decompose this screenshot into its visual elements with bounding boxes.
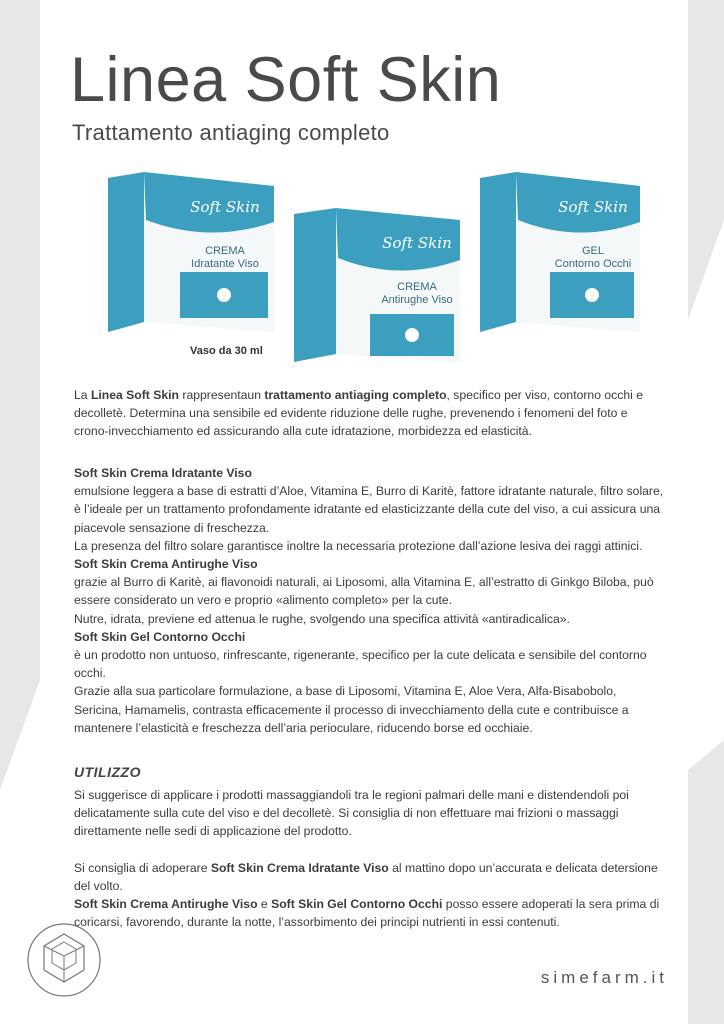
box-line2: Antirughe Viso <box>381 294 453 306</box>
usage-heading: UTILIZZO <box>74 764 141 780</box>
box-line2: Contorno Occhi <box>554 258 632 270</box>
box-brand: Soft Skin <box>558 198 628 216</box>
product-text: è un prodotto non untuoso, rinfrescante, rigenerante, specifico per la cute delicata e sensibile del contorno occhi. <box>74 648 647 681</box>
website-label: simefarm.it <box>540 968 668 987</box>
product-box-crema-idratante <box>106 172 276 342</box>
product-text: Nutre, idrata, previene ed attenua le rughe, svolgendo una specifica attività «antiradicalica». <box>74 611 570 626</box>
product-text: grazie al Burro di Karitè, ai flavonoidi naturali, ai Liposomi, alla Vitamina E, all’estratto di Ginkgo Biloba, può essere considerato un vero e proprio «alimento completo» per la cute. <box>74 575 654 608</box>
product-name: Soft Skin Crema Idratante Viso <box>74 466 252 480</box>
usage-text: Si suggerisce di applicare i prodotti massaggiandoli tra le regioni palmari delle mani e distendendoli poi delicatamente sulla cute del viso e del decolletè. Si consiglia di non effettuare mai frizioni o massaggi direttamente nelle sedi di applicazione del prodotto. <box>74 788 629 839</box>
page-subtitle: Trattamento antiaging completo <box>72 120 390 145</box>
left-decor-band <box>0 0 40 1024</box>
page-title: Linea Soft Skin <box>70 45 502 115</box>
product-box-gel-contorno <box>478 172 648 342</box>
box-line1: GEL <box>581 245 604 257</box>
box-brand: Soft Skin <box>190 198 260 216</box>
product-text: Grazie alla sua particolare formulazione, a base di Liposomi, Vitamina E, Aloe Vera, Alfa-Bisabobolo, Sericina, Hamamelis, contrasta efficacemente il processo di invecchiamento della cute e contribuisce a mantenere l’elasticità e freschezza dell’aria perioculare, riducendo borse ed occhiaie. <box>74 684 629 735</box>
product-box-crema-antirughe <box>292 208 462 368</box>
products-description <box>74 464 664 737</box>
box-line2: Idratante Viso <box>191 258 259 270</box>
box-brand: Soft Skin <box>382 234 452 252</box>
simefarm-logo-icon <box>26 922 102 1003</box>
right-decor-band <box>688 0 724 1024</box>
product-text: La presenza del filtro solare garantisce inoltre la necessaria protezione dall’azione lesiva dei raggi attinici. <box>74 538 643 553</box>
product-text: emulsione leggera a base di estratti d’Aloe, Vitamina E, Burro di Karitè, fattore idratante naturale, filtro solare, è l’ideale per un trattamento profondamente idratante ed elasticizzante della cute del viso, a cui assicura una piacevole sensazione di freschezza. <box>74 484 664 535</box>
box-line1: CREMA <box>205 245 245 257</box>
box-line1: CREMA <box>397 281 437 293</box>
usage-section: Si suggerisce di applicare i prodotti massaggiandoli tra le regioni palmari delle mani e distendendoli poi delicatamente sulla cute del viso e del decolletè. Si consiglia di non effettuare mai frizioni o massaggi direttamente nelle sedi di applicazione del prodotto. Si consiglia di adoperare Soft Skin Crema Idratante Viso al mattino dopo un’accurata e delicata detersione del volto. Soft Skin Crema Antirughe Viso e Soft Skin Gel Contorno Occhi posso essere adoperati la sera prima di coricarsi, favorendo, durante la notte, l’assorbimento dei principi nutrienti in essi contenuti. <box>74 786 664 931</box>
jar-size-label: Vaso da 30 ml <box>190 345 263 357</box>
product-name: Soft Skin Crema Antirughe Viso <box>74 557 258 572</box>
product-name: Soft Skin Gel Contorno Occhi <box>74 629 246 644</box>
intro-paragraph: La Linea Soft Skin rappresentaun trattamento antiaging completo, specifico per viso, contorno occhi e decolletè. Determina una sensibile ed evidente riduzione delle rughe, prevenendo i fenomeni del foto e crono-invecchiamento ed assicurando alla cute idratazione, morbidezza ed elasticità. <box>74 388 643 439</box>
